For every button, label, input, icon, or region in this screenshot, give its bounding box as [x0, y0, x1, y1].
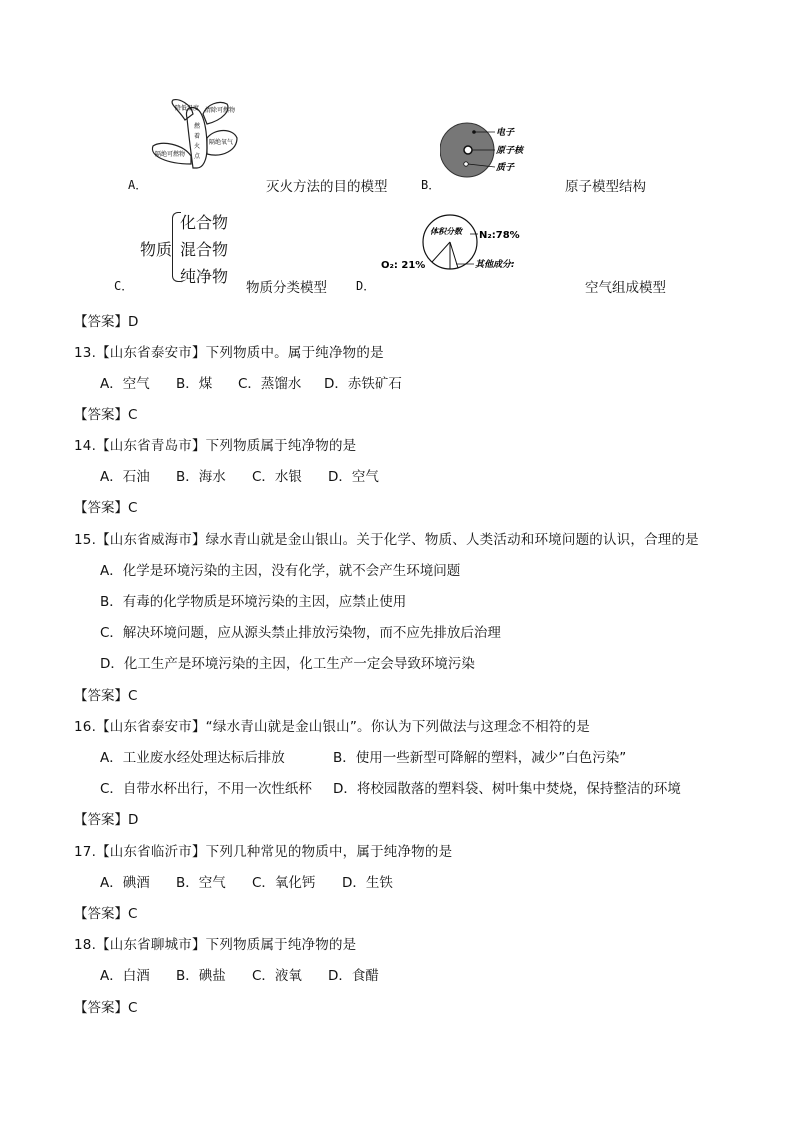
q14-option-c: C．水银: [252, 469, 302, 485]
q17-option-b: B．空气: [176, 875, 226, 891]
q14-option-b: B．海水: [176, 469, 226, 485]
answer-q16: 【答案】D: [74, 812, 139, 828]
leaf-center-2: 着: [194, 133, 201, 140]
leaf-center-3: 火: [194, 143, 201, 150]
q13-option-c: C．蒸馏水: [238, 376, 302, 392]
question-17-stem: 17.【山东省临沂市】下列几种常见的物质中，属于纯净物的是: [74, 844, 453, 860]
answer-q18: 【答案】C: [74, 1000, 138, 1016]
q18-option-c: C．液氧: [252, 968, 302, 984]
q18-option-d: D．食醋: [328, 968, 379, 984]
figure-d-caption: 空气组成模型: [585, 280, 666, 296]
q16-option-d: D．将校园散落的塑料袋、树叶集中焚烧，保持整洁的环境: [333, 781, 681, 797]
leaf-cell-1: 隔绝可燃物: [155, 151, 186, 158]
figure-b-atom-diagram: [440, 122, 540, 180]
pie-other-label: 其他成分:: [475, 260, 515, 270]
figure-a-caption: 灭火方法的目的模型: [266, 179, 388, 195]
q16-option-c: C．自带水杯出行，不用一次性纸杯: [100, 781, 312, 797]
figure-b-label: B．: [421, 178, 441, 192]
q13-option-d: D．赤铁矿石: [324, 376, 402, 392]
q14-option-a: A．石油: [100, 469, 150, 485]
classification-branch-3: 纯净物: [180, 267, 229, 286]
q13-option-a: A．空气: [100, 376, 150, 392]
pie-inner-label: 体积分数: [430, 227, 462, 236]
figure-c-caption: 物质分类模型: [246, 280, 327, 296]
q15-option-d: D．化工生产是环境污染的主因，化工生产一定会导致环境污染: [100, 656, 475, 672]
q17-option-d: D．生铁: [342, 875, 393, 891]
q14-option-d: D．空气: [328, 469, 379, 485]
figure-a-label: A．: [128, 178, 148, 192]
q18-option-a: A．白酒: [100, 968, 150, 984]
q18-option-b: B．碘盐: [176, 968, 226, 984]
answer-q15: 【答案】C: [74, 688, 138, 704]
q17-option-a: A．碘酒: [100, 875, 150, 891]
answer-q17: 【答案】C: [74, 906, 138, 922]
atom-electron-label: 电子: [496, 128, 515, 138]
figure-c-label: C．: [114, 279, 134, 293]
leaf-center-1: 燃: [194, 123, 201, 130]
figure-d-label: D．: [356, 279, 376, 293]
leaf-cell-2: 降低温度: [175, 105, 200, 112]
question-18-stem: 18.【山东省聊城市】下列物质属于纯净物的是: [74, 937, 357, 953]
answer-q12: 【答案】D: [74, 314, 139, 330]
q15-option-b: B．有毒的化学物质是环境污染的主因，应禁止使用: [100, 594, 407, 610]
figure-d-air-pie: [378, 212, 548, 276]
q16-option-a: A．工业废水经处理达标后排放: [100, 750, 285, 766]
atom-proton-label: 质子: [496, 163, 515, 173]
q15-option-c: C．解决环境问题，应从源头禁止排放污染物，而不应先排放后治理: [100, 625, 501, 641]
figure-b-caption: 原子模型结构: [565, 179, 646, 195]
q13-option-b: B．煤: [176, 376, 213, 392]
classification-branch-2: 混合物: [180, 240, 229, 259]
answer-q14: 【答案】C: [74, 500, 138, 516]
leaf-cell-3: 隔绝氧气: [209, 139, 234, 146]
question-14-stem: 14.【山东省青岛市】下列物质属于纯净物的是: [74, 438, 357, 454]
leaf-cell-4: 清除可燃物: [205, 107, 236, 114]
q15-option-a: A．化学是环境污染的主因，没有化学，就不会产生环境问题: [100, 563, 461, 579]
pie-n2-label: N₂:78%: [479, 230, 520, 241]
question-16-stem: 16.【山东省泰安市】“绿水青山就是金山银山”。你认为下列做法与这理念不相符的是: [74, 719, 590, 735]
atom-nucleus-label: 原子核: [496, 146, 524, 156]
q16-option-b: B．使用一些新型可降解的塑料，减少”白色污染”: [333, 750, 627, 766]
question-15-stem: 15.【山东省威海市】绿水青山就是金山银山。关于化学、物质、人类活动和环境问题的认识，合理的是: [74, 532, 699, 548]
leaf-center-4: 点: [194, 153, 201, 160]
classification-root: 物质: [140, 240, 173, 259]
figure-a-leaf-diagram: [145, 98, 245, 172]
answer-q13: 【答案】C: [74, 407, 138, 423]
pie-o2-label: O₂: 21%: [381, 260, 426, 271]
q17-option-c: C．氧化钙: [252, 875, 316, 891]
question-13-stem: 13.【山东省泰安市】下列物质中。属于纯净物的是: [74, 345, 384, 361]
classification-branch-1: 化合物: [180, 213, 229, 232]
